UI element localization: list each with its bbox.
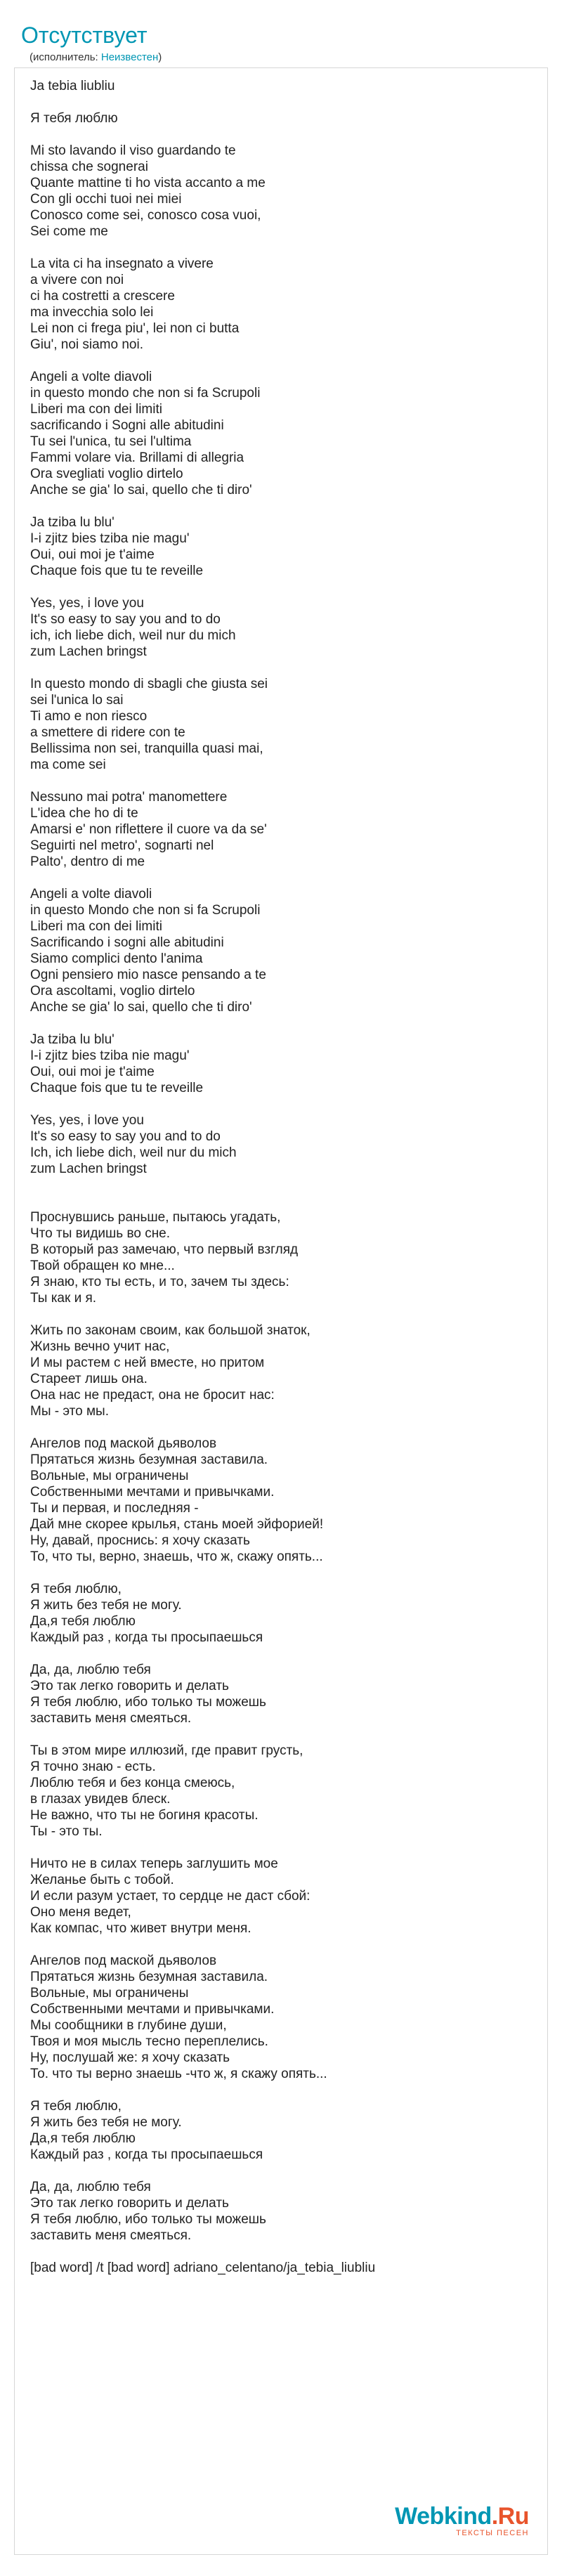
lyrics-line: То, что ты, верно, знаешь, что ж, скажу опять... (30, 1549, 323, 1564)
lyrics-line: Quante mattine ti ho vista accanto a me (30, 176, 266, 190)
lyrics-stanza (30, 514, 533, 579)
lyrics-line: zum Lachen bringst (30, 1162, 147, 1176)
lyrics-line: Твой обращен ко мне... (30, 1258, 175, 1273)
lyrics-line: a vivere con noi (30, 273, 124, 287)
lyrics-line: Anche se gia' lo sai, quello che ti diro' (30, 1000, 252, 1015)
lyrics-line: Oui, oui moi je t'aime (30, 547, 155, 562)
lyrics-stanza (30, 78, 533, 94)
lyrics-line: Ты - это ты. (30, 1824, 103, 1839)
lyrics-line: Seguirti nel metro', sognarti nel (30, 838, 214, 853)
lyrics-line: Giu', noi siamo noi. (30, 337, 143, 352)
lyrics-line: Каждый раз , когда ты просыпаешься (30, 1630, 263, 1645)
lyrics-line: То. что ты верно знаешь -что ж, я скажу опять... (30, 2067, 327, 2081)
lyrics-stanza (30, 1436, 533, 1565)
lyrics-line: sacrificando i Sogni alle abitudini (30, 418, 224, 433)
lyrics-line: в глазах увидев блеск. (30, 1792, 171, 1807)
lyrics-line: Chaque fois que tu te reveille (30, 1081, 204, 1095)
webkind-logo[interactable] (395, 2504, 529, 2537)
lyrics-stanza (30, 369, 533, 498)
lyrics-line: Мы - это мы. (30, 1404, 109, 1419)
lyrics-line: zum Lachen bringst (30, 644, 147, 659)
lyrics-line: Siamo complici dento l'anima (30, 951, 203, 966)
lyrics-line: Amarsi e' non riflettere il cuore va da se' (30, 822, 267, 837)
lyrics-stanza (30, 676, 533, 773)
lyrics-line: ma invecchia solo lei (30, 305, 154, 320)
lyrics-line: Да, да, люблю тебя (30, 2180, 151, 2194)
lyrics-line: Как компас, что живет внутри меня. (30, 1921, 251, 1936)
lyrics-line: Nessuno mai potra' manomettere (30, 790, 228, 805)
lyrics-line: Bellissima non sei, tranquilla quasi mai, (30, 741, 263, 756)
lyrics-line: Tu sei l'unica, tu sei l'ultima (30, 434, 192, 449)
lyrics-line: La vita ci ha insegnato a vivere (30, 256, 214, 271)
brand-logo-block (395, 2504, 529, 2537)
lyrics-line: Yes, yes, i love you (30, 1113, 144, 1128)
lyrics-line: Прятаться жизнь безумная заставила. (30, 1452, 268, 1467)
lyrics-line: Liberi ma con dei limiti (30, 402, 162, 417)
lyrics-stanza (30, 143, 533, 240)
lyrics-line: I-i zjitz bies tziba nie magu' (30, 1048, 190, 1063)
lyrics-line: Ogni pensiero mio nasce pensando a te (30, 968, 266, 982)
lyrics-line: in questo mondo che non si fa Scrupoli (30, 386, 261, 401)
lyrics-stanza (30, 1112, 533, 1177)
lyrics-line: Прятаться жизнь безумная заставила. (30, 1970, 268, 1984)
lyrics-stanza (30, 2098, 533, 2163)
lyrics-stanza (30, 1322, 533, 1419)
lyrics-line: Я тебя люблю, (30, 1582, 122, 1596)
lyrics-line: Ангелов под маской дьяволов (30, 1436, 217, 1451)
lyrics-line: Fammi volare via. Brillami di allegria (30, 450, 244, 465)
lyrics-line: Не важно, что ты не богиня красоты. (30, 1808, 259, 1823)
lyrics-line: It's so easy to say you and to do (30, 612, 221, 627)
artist-credit (30, 51, 548, 63)
lyrics-stanza (30, 886, 533, 1015)
lyrics-line: заставить меня смеяться. (30, 1711, 192, 1726)
lyrics-line: Вольные, мы ограничены (30, 1986, 189, 2001)
lyrics-stanza (30, 2179, 533, 2244)
lyrics-line: Это так легко говорить и делать (30, 1679, 229, 1693)
lyrics-line: Она нас не предаст, она не бросит нас: (30, 1388, 275, 1403)
lyrics-line: in questo Mondo che non si fa Scrupoli (30, 903, 261, 918)
lyrics-line: заставить меня смеяться. (30, 2228, 192, 2243)
lyrics-line: Angeli a volte diavoli (30, 887, 152, 902)
lyrics-line: Собственными мечтами и привычками. (30, 2002, 275, 2017)
lyrics-line: Mi sto lavando il viso guardando te (30, 143, 236, 158)
lyrics-line: Ja tziba lu blu' (30, 1032, 115, 1047)
brand-tagline: ТЕКСТЫ ПЕСЕН (456, 2529, 529, 2537)
lyrics-line: Я тебя люблю, (30, 2099, 122, 2114)
lyrics-stanza (30, 256, 533, 353)
brand-name-main: Webkind (395, 2503, 492, 2530)
lyrics-line: Я тебя люблю (30, 111, 118, 126)
lyrics-line: Твоя и моя мысль тесно переплелись. (30, 2034, 268, 2049)
brand-name-tld: .Ru (491, 2503, 529, 2530)
lyrics-line: Liberi ma con dei limiti (30, 919, 162, 934)
lyrics-line: Oui, oui moi je t'aime (30, 1065, 155, 1079)
lyrics-line: Жить по законам своим, как большой знаток, (30, 1323, 311, 1338)
lyrics-stanza (30, 110, 533, 126)
lyrics-footer-link[interactable]: [bad word] /t [bad word] adriano_celentano/ja_tebia_liubliu (30, 2260, 376, 2275)
credit-suffix: ) (158, 51, 162, 63)
lyrics-line: Собственными мечтами и привычками. (30, 1485, 275, 1500)
lyrics-line: Ti amo e non riesco (30, 709, 148, 724)
lyrics-line: Желанье быть с тобой. (30, 1873, 174, 1887)
lyrics-line: Мы сообщники в глубине души, (30, 2018, 227, 2033)
lyrics-line: Con gli occhi tuoi nei miei (30, 192, 182, 207)
lyrics-line: Я жить без тебя не могу. (30, 1598, 182, 1613)
lyrics-line: Ja tziba lu blu' (30, 515, 115, 530)
lyrics-line: Sei come me (30, 224, 108, 239)
lyrics-line: Conosco come sei, conosco cosa vuoi, (30, 208, 261, 223)
lyrics-line: Проснувшись раньше, пытаюсь угадать, (30, 1210, 281, 1225)
lyrics-line: И если разум устает, то сердце не даст сбой: (30, 1889, 311, 1904)
lyrics-line: Да, да, люблю тебя (30, 1663, 151, 1677)
song-title: Отсутствует (21, 22, 148, 48)
lyrics-line: Ich, ich liebe dich, weil nur du mich (30, 1145, 237, 1160)
lyrics-line: ci ha costretti a crescere (30, 289, 175, 304)
lyrics-stanza (30, 1856, 533, 1937)
lyrics-line: It's so easy to say you and to do (30, 1129, 221, 1144)
lyrics-line: Sacrificando i sogni alle abitudini (30, 935, 224, 950)
lyrics-stanza (30, 1209, 533, 1306)
lyrics-line: Жизнь вечно учит нас, (30, 1339, 170, 1354)
lyrics-line: В который раз замечаю, что первый взгляд (30, 1242, 299, 1257)
lyrics-line: Ora ascoltami, voglio dirtelo (30, 984, 195, 998)
lyrics-line: Ты как и я. (30, 1291, 97, 1306)
lyrics-line: chissa che sognerai (30, 160, 148, 174)
lyrics-line: In questo mondo di sbagli che giusta sei (30, 677, 268, 691)
lyrics-line: Ничто не в силах теперь заглушить мое (30, 1856, 278, 1871)
lyrics-line: Anche se gia' lo sai, quello che ti diro' (30, 483, 252, 497)
lyrics-line: Chaque fois que tu te reveille (30, 564, 204, 578)
artist-link[interactable]: Неизвестен (100, 51, 159, 63)
lyrics-stanza (30, 595, 533, 660)
lyrics-line: Люблю тебя и без конца смеюсь, (30, 1776, 235, 1790)
lyrics-line: Стареет лишь она. (30, 1372, 148, 1386)
lyrics-line: Ora svegliati voglio dirtelo (30, 467, 183, 481)
lyrics-line: Ангелов под маской дьяволов (30, 1953, 217, 1968)
lyrics-line: Angeli a volte diavoli (30, 370, 152, 384)
lyrics-line: Да,я тебя люблю (30, 1614, 136, 1629)
lyrics-line: Это так легко говорить и делать (30, 2196, 229, 2211)
lyrics-line: Оно меня ведет, (30, 1905, 131, 1920)
lyrics-text (30, 78, 533, 2244)
lyrics-line: Ну, послушай же: я хочу сказать (30, 2050, 230, 2065)
lyrics-box (14, 67, 548, 2555)
lyrics-stanza (30, 1743, 533, 1840)
lyrics-line: sei l'unica lo sai (30, 693, 124, 708)
lyrics-line: Да,я тебя люблю (30, 2131, 136, 2146)
lyrics-line: I-i zjitz bies tziba nie magu' (30, 531, 190, 546)
lyrics-stanza (30, 789, 533, 870)
lyrics-line: Ja tebia liubliu (30, 79, 115, 93)
lyrics-line: Lei non ci frega piu', lei non ci butta (30, 321, 240, 336)
lyrics-line: Вольные, мы ограничены (30, 1469, 189, 1483)
lyrics-line: Palto', dentro di me (30, 854, 145, 869)
lyrics-stanza (30, 1032, 533, 1096)
lyrics-line: Ну, давай, проснись: я хочу сказать (30, 1533, 250, 1548)
credit-prefix: (исполнитель: (30, 51, 101, 63)
lyrics-line: Я жить без тебя не могу. (30, 2115, 182, 2130)
lyrics-line: Что ты видишь во сне. (30, 1226, 171, 1241)
lyrics-stanza (30, 1953, 533, 2082)
lyrics-line: Я знаю, кто ты есть, и то, зачем ты здесь: (30, 1275, 289, 1289)
lyrics-line: Я точно знаю - есть. (30, 1759, 156, 1774)
lyrics-line: Ты в этом мире иллюзий, где правит грусть, (30, 1743, 303, 1758)
lyrics-line: Я тебя люблю, ибо только ты можешь (30, 1695, 266, 1710)
lyrics-line: a smettere di ridere con te (30, 725, 185, 740)
lyrics-line: Дай мне скорее крылья, стань моей эйфорией! (30, 1517, 324, 1532)
brand-name (395, 2504, 529, 2528)
lyrics-line: ma come sei (30, 757, 106, 772)
lyrics-line: ich, ich liebe dich, weil nur du mich (30, 628, 236, 643)
lyrics-stanza (30, 1662, 533, 1726)
lyrics-line: L'idea che ho di te (30, 806, 138, 821)
lyrics-line: Yes, yes, i love you (30, 596, 144, 611)
lyrics-line: Ты и первая, и последняя - (30, 1501, 199, 1516)
lyrics-line: Я тебя люблю, ибо только ты можешь (30, 2212, 266, 2227)
lyrics-line: И мы растем с ней вместе, но притом (30, 1355, 265, 1370)
lyrics-stanza (30, 1581, 533, 1646)
lyrics-line: Каждый раз , когда ты просыпаешься (30, 2147, 263, 2162)
